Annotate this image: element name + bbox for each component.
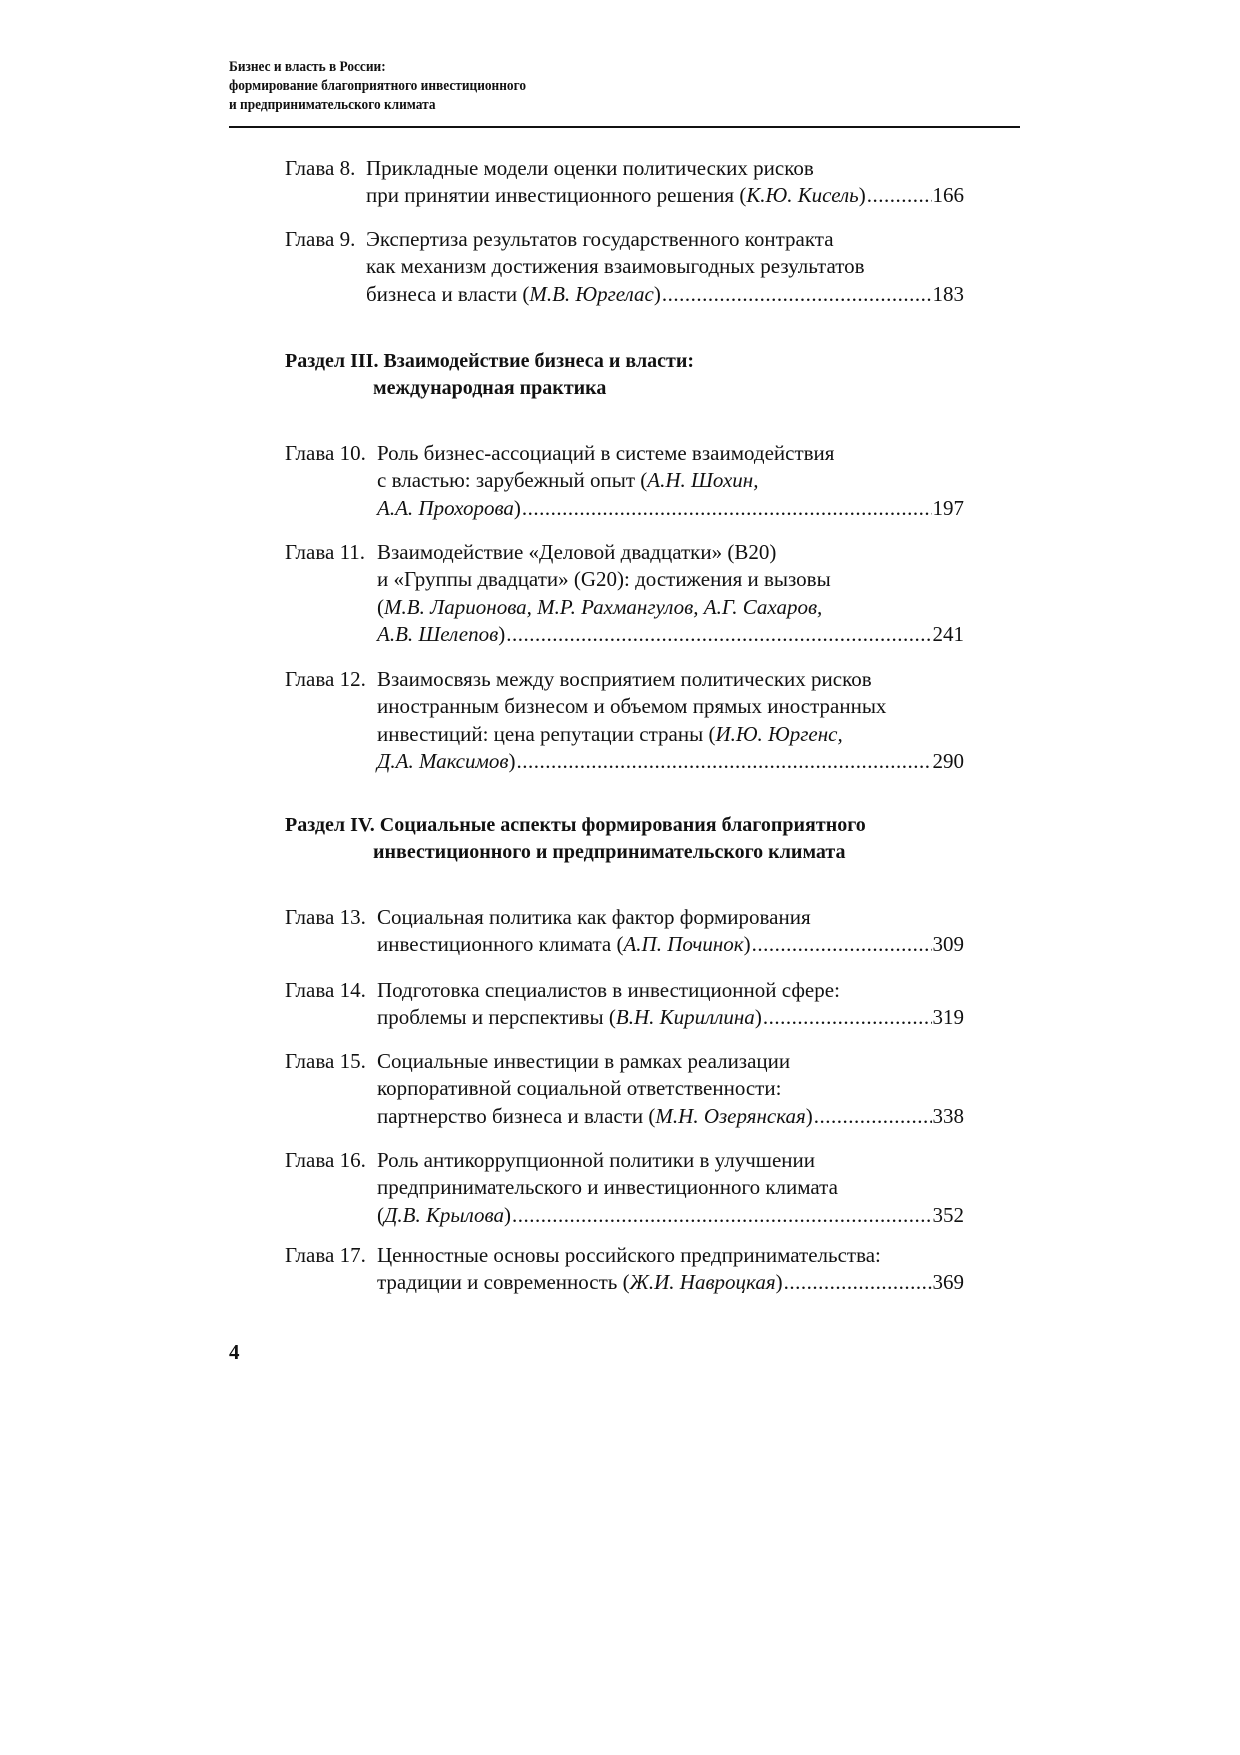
running-header-line: и предпринимательского климата — [229, 97, 436, 113]
chapter-title — [377, 1147, 964, 1229]
title-text — [377, 1269, 783, 1296]
section-heading-3 — [285, 348, 694, 402]
title-line — [377, 1147, 964, 1174]
title-text — [377, 1175, 838, 1199]
title-line — [377, 440, 964, 467]
author-name: Ж.И. Навроцкая — [629, 1270, 776, 1295]
title-segment: ) — [743, 932, 751, 957]
header-rule — [229, 126, 1020, 128]
title-text — [377, 931, 751, 958]
page-ref[interactable]: 241 — [932, 622, 964, 647]
title-line — [377, 539, 964, 566]
title-text — [377, 905, 811, 929]
toc-entry[interactable] — [285, 226, 964, 308]
title-segment: Подготовка специалистов в инвестиционной сфере: — [377, 978, 840, 1002]
title-text — [377, 1076, 781, 1100]
title-segment: партнерство бизнеса и власти ( — [377, 1103, 656, 1128]
chapter-label: Глава 16. — [285, 1148, 366, 1172]
author-name: А.П. Починок — [623, 932, 744, 957]
title-segment: Социальные инвестиции в рамках реализации — [377, 1049, 791, 1073]
title-line — [377, 1202, 964, 1229]
title-text — [377, 468, 758, 492]
title-line — [366, 155, 964, 182]
chapter-label: Глава 11. — [285, 540, 366, 564]
title-segment: ) — [858, 183, 866, 208]
page-ref[interactable]: 338 — [932, 1103, 964, 1128]
title-line — [377, 566, 964, 593]
dot-leader — [784, 1269, 932, 1296]
page-ref[interactable]: 309 — [932, 932, 964, 957]
title-text — [377, 441, 834, 465]
author-name: А.А. Прохорова — [377, 495, 514, 520]
page-ref[interactable]: 183 — [932, 281, 964, 306]
title-line — [377, 1103, 964, 1130]
title-line — [377, 1269, 964, 1296]
title-text — [377, 978, 840, 1002]
toc-entry[interactable] — [285, 1147, 964, 1229]
author-name: И.Ю. Юргенс, — [715, 721, 843, 746]
title-segment: Взаимосвязь между восприятием политических рисков — [377, 667, 872, 691]
running-header — [229, 58, 526, 115]
chapter-label: Глава 12. — [285, 667, 366, 691]
chapter-label: Глава 17. — [285, 1243, 366, 1267]
title-segment: ) — [504, 1202, 511, 1227]
running-header-line: формирование благоприятного инвестиционного — [229, 78, 526, 94]
chapter-title — [366, 226, 964, 308]
title-text — [377, 694, 886, 718]
title-text — [366, 156, 814, 180]
title-text — [377, 595, 822, 619]
title-text — [366, 254, 865, 278]
section-heading-line: инвестиционного и предпринимательского климата — [373, 841, 846, 863]
title-text — [377, 567, 831, 591]
title-segment: ) — [775, 1270, 783, 1295]
dot-leader — [752, 931, 932, 958]
title-line — [366, 182, 964, 209]
author-name: В.Н. Кириллина — [615, 1005, 755, 1030]
toc-entry[interactable] — [285, 1242, 964, 1297]
chapter-title — [377, 977, 964, 1032]
dot-leader — [763, 1004, 932, 1031]
author-name: М.В. Ларионова, М.Р. Рахмангулов, А.Г. Сахаров, — [384, 594, 823, 619]
title-segment: как механизм достижения взаимовыгодных результатов — [366, 254, 865, 279]
section-heading-line: международная практика — [373, 377, 607, 399]
page-ref[interactable]: 369 — [932, 1270, 964, 1295]
title-line — [377, 1048, 964, 1075]
title-line — [377, 904, 964, 931]
chapter-label: Глава 15. — [285, 1049, 366, 1073]
title-line — [377, 467, 964, 494]
dot-leader — [517, 748, 932, 775]
title-segment: проблемы и перспективы ( — [377, 1005, 616, 1030]
toc-entry[interactable] — [285, 1048, 964, 1130]
title-line — [377, 1174, 964, 1201]
author-name: М.В. Юргелас — [529, 281, 654, 306]
title-segment: ) — [754, 1005, 762, 1030]
title-text — [377, 1049, 790, 1073]
title-line — [377, 621, 964, 648]
chapter-title — [377, 440, 964, 522]
title-line — [377, 666, 964, 693]
toc-entry[interactable] — [285, 977, 964, 1032]
chapter-label: Глава 10. — [285, 441, 366, 465]
chapter-label: Глава 13. — [285, 905, 366, 929]
dot-leader — [867, 182, 932, 209]
chapter-title — [377, 904, 964, 959]
title-text — [377, 1202, 511, 1229]
page-ref[interactable]: 197 — [932, 495, 964, 520]
title-segment: и «Группы двадцати» (G20): достижения и вызовы — [377, 567, 831, 592]
author-name: Д.В. Крылова — [384, 1202, 504, 1227]
title-segment: ) — [805, 1103, 813, 1128]
title-line — [377, 1242, 964, 1269]
title-segment: Роль бизнес-ассоциаций в системе взаимодействия — [377, 441, 835, 465]
dot-leader — [512, 1202, 932, 1229]
title-text — [366, 281, 661, 308]
title-line — [377, 721, 964, 748]
title-text — [377, 1243, 881, 1267]
page-number: 4 — [229, 1340, 240, 1364]
title-line — [377, 594, 964, 621]
title-segment: инвестиций: цена репутации страны ( — [377, 721, 716, 746]
title-segment: Ценностные основы российского предпринимательства: — [377, 1243, 881, 1267]
title-text — [377, 495, 521, 522]
chapter-title — [377, 539, 964, 649]
title-line — [366, 281, 964, 308]
title-text — [366, 227, 834, 251]
dot-leader — [662, 281, 932, 308]
title-line — [366, 253, 964, 280]
title-segment: ) — [508, 749, 516, 774]
title-text — [377, 1103, 813, 1130]
chapter-label: Глава 9. — [285, 227, 356, 251]
title-segment: традиции и современность ( — [377, 1270, 630, 1295]
chapter-label: Глава 8. — [285, 156, 356, 180]
title-text — [377, 722, 843, 746]
chapter-title — [377, 666, 964, 776]
running-header-line: Бизнес и власть в России: — [229, 59, 386, 75]
section-heading-line: Раздел III. Взаимодействие бизнеса и власти: — [285, 350, 695, 372]
author-name: М.Н. Озерянская — [655, 1103, 806, 1128]
toc-entry[interactable] — [285, 666, 964, 776]
title-text — [377, 1148, 815, 1172]
title-line — [377, 693, 964, 720]
title-line — [377, 1075, 964, 1102]
title-segment: Прикладные модели оценки политических рисков — [366, 156, 814, 180]
title-segment: при принятии инвестиционного решения ( — [366, 183, 747, 208]
title-segment: корпоративной социальной ответственности: — [377, 1076, 782, 1101]
title-segment: Роль антикоррупционной политики в улучшении — [377, 1148, 815, 1172]
author-name: Д.А. Максимов — [377, 749, 509, 774]
author-name: К.Ю. Кисель — [746, 183, 859, 208]
page-ref[interactable]: 352 — [932, 1202, 964, 1227]
title-text — [377, 667, 872, 691]
dot-leader — [814, 1103, 932, 1130]
title-segment: ) — [653, 281, 661, 306]
toc-entry[interactable] — [285, 904, 964, 959]
title-segment: Экспертиза результатов государственного контракта — [366, 227, 834, 251]
title-line — [377, 977, 964, 1004]
chapter-title — [366, 155, 964, 210]
title-segment: ( — [377, 594, 384, 619]
title-text — [377, 748, 516, 775]
title-line — [377, 931, 964, 958]
dot-leader — [506, 621, 931, 648]
title-segment: с властью: зарубежный опыт ( — [377, 468, 648, 493]
title-line — [377, 495, 964, 522]
title-segment: ) — [513, 495, 521, 520]
chapter-title — [377, 1242, 964, 1297]
section-heading-4 — [285, 812, 866, 866]
author-name: А.Н. Шохин, — [647, 468, 759, 493]
title-text — [366, 182, 866, 209]
title-segment: инвестиционного климата ( — [377, 932, 624, 957]
title-segment: иностранным бизнесом и объемом прямых иностранных — [377, 694, 887, 719]
page-ref[interactable]: 290 — [932, 749, 964, 774]
page-ref[interactable]: 166 — [932, 183, 964, 208]
title-text — [377, 621, 505, 648]
title-line — [366, 226, 964, 253]
title-segment: бизнеса и власти ( — [366, 281, 530, 306]
toc-entry[interactable] — [285, 440, 964, 522]
title-segment: ) — [498, 622, 506, 647]
title-segment: предпринимательского и инвестиционного климата — [377, 1175, 838, 1200]
title-text — [377, 540, 776, 564]
page-ref[interactable]: 319 — [932, 1005, 964, 1030]
chapter-label: Глава 14. — [285, 978, 366, 1002]
section-heading-line: Раздел IV. Социальные аспекты формирования благоприятного — [285, 814, 866, 836]
title-text — [377, 1004, 762, 1031]
title-segment: Взаимодействие «Деловой двадцатки» (B20) — [377, 540, 777, 564]
dot-leader — [522, 495, 932, 522]
chapter-title — [377, 1048, 964, 1130]
title-segment: Социальная политика как фактор формирования — [377, 905, 811, 929]
title-line — [377, 748, 964, 775]
author-name: А.В. Шелепов — [377, 622, 499, 647]
title-line — [377, 1004, 964, 1031]
title-segment: ( — [377, 1202, 384, 1227]
toc-entry[interactable] — [285, 155, 964, 210]
toc-entry[interactable] — [285, 539, 964, 649]
